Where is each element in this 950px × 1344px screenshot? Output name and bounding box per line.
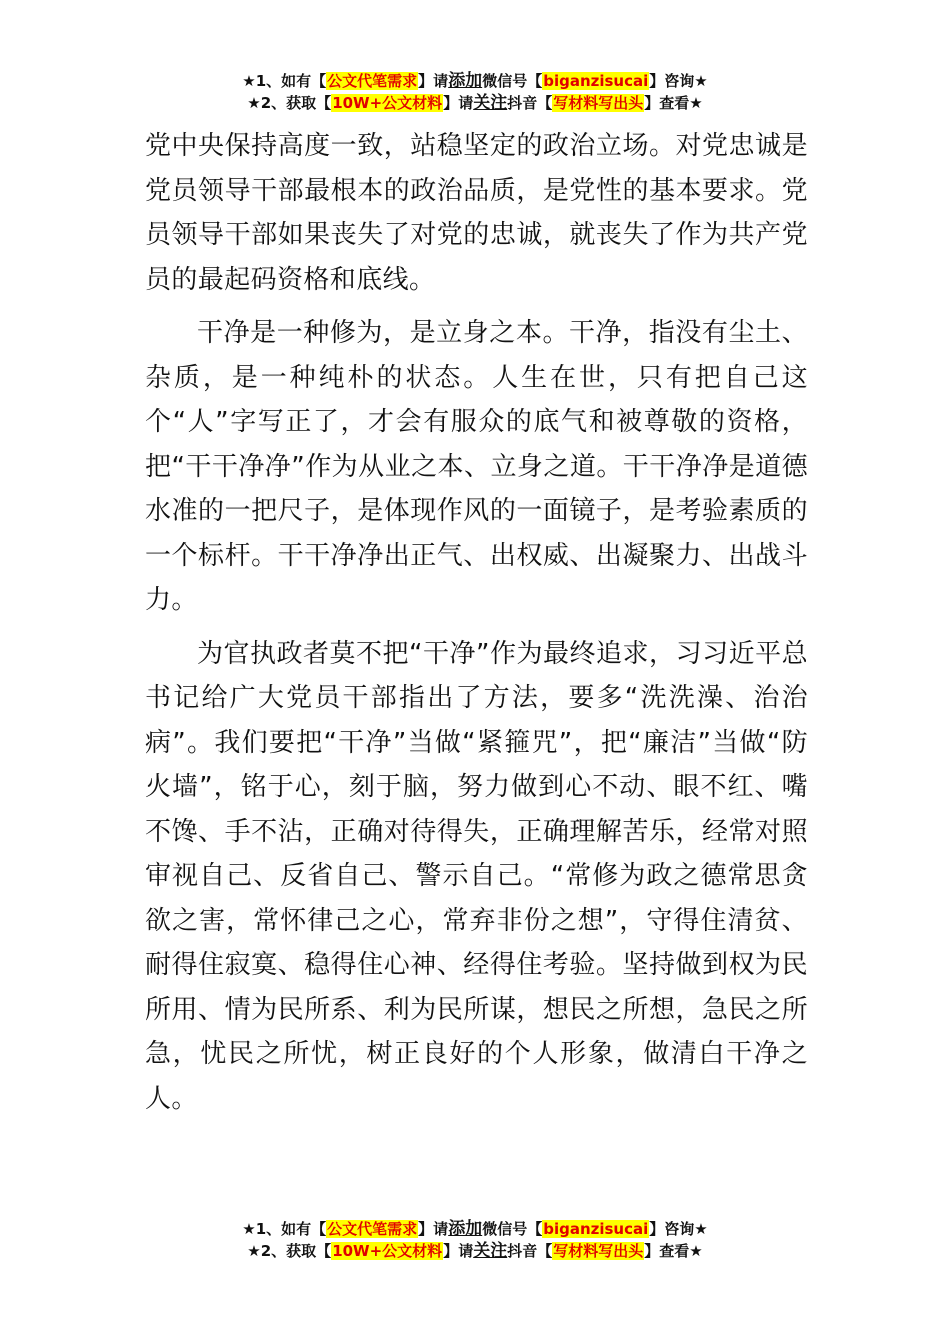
highlight-wechat-id[interactable]: biganzisucai xyxy=(543,72,649,90)
banner-text: 】请 xyxy=(443,94,474,112)
banner-text: 抖音【 xyxy=(507,94,553,112)
banner-text: 】请 xyxy=(418,1220,449,1238)
highlight-materials: 10W+公文材料 xyxy=(332,94,443,112)
banner-line-2 xyxy=(0,92,950,114)
banner-text: ★2、获取【 xyxy=(247,94,332,112)
banner-text: 抖音【 xyxy=(507,1242,553,1260)
paragraph: 党中央保持高度一致，站稳坚定的政治立场。对党忠诚是党员领导干部最根本的政治品质，是党性的基本要求。党员领导干部如果丧失了对党的忠诚，就丧失了作为共产党员的最起码资格和底线。 xyxy=(145,131,808,295)
highlight-wechat-id[interactable]: biganzisucai xyxy=(543,1220,649,1238)
document-body xyxy=(145,124,808,1121)
highlight-service: 公文代笔需求 xyxy=(327,1220,418,1238)
banner-line-1 xyxy=(0,70,950,92)
underlined-add: 添加 xyxy=(448,71,483,91)
banner-text: ★2、获取【 xyxy=(247,1242,332,1260)
banner-text: 】咨询★ xyxy=(649,1220,708,1238)
banner-line-2 xyxy=(0,1240,950,1262)
banner-text: 】咨询★ xyxy=(649,72,708,90)
highlight-douyin-account[interactable]: 写材料写出头 xyxy=(553,1242,644,1260)
banner-text: ★1、如有【 xyxy=(242,1220,327,1238)
footer-banner xyxy=(0,1218,950,1262)
banner-text: 】请 xyxy=(418,72,449,90)
highlight-materials: 10W+公文材料 xyxy=(332,1242,443,1260)
banner-text: 】查看★ xyxy=(644,94,703,112)
banner-text: ★1、如有【 xyxy=(242,72,327,90)
underlined-follow: 关注 xyxy=(473,93,508,113)
underlined-follow: 关注 xyxy=(473,1241,508,1261)
underlined-add: 添加 xyxy=(448,1219,483,1239)
banner-text: 微信号【 xyxy=(482,72,543,90)
banner-text: 微信号【 xyxy=(482,1220,543,1238)
banner-text: 】查看★ xyxy=(644,1242,703,1260)
banner-line-1 xyxy=(0,1218,950,1240)
highlight-douyin-account[interactable]: 写材料写出头 xyxy=(553,94,644,112)
paragraph: 为官执政者莫不把“干净”作为最终追求，习习近平总书记给广大党员干部指出了方法，要多“洗洗澡、治治病”。我们要把“干净”当做“紧箍咒”，把“廉洁”当做“防火墙”，铭于心，刻于脑，努力做到心不动、眼不红、嘴不馋、手不沾，正确对待得失，正确理解苦乐，经常对照审视自己、反省自己、警示自己。“常修为政之德常思贪欲之害，常怀律己之心，常弃非份之想”，守得住清贫、耐得住寂寞、稳得住心神、经得住考验。坚持做到权为民所用、情为民所系、利为民所谋，想民之所想，急民之所急，忧民之所忧，树正良好的个人形象，做清白干净之人。 xyxy=(145,638,808,1114)
paragraph: 干净是一种修为，是立身之本。干净，指没有尘土、杂质，是一种纯朴的状态。人生在世，只有把自己这个“人”字写正了，才会有服众的底气和被尊敬的资格，把“干干净净”作为从业之本、立身之道。干干净净是道德水准的一把尺子，是体现作风的一面镜子，是考验素质的一个标杆。干干净净出正气、出权威、出凝聚力、出战斗力。 xyxy=(145,318,808,615)
header-banner xyxy=(0,70,950,114)
highlight-service: 公文代笔需求 xyxy=(327,72,418,90)
banner-text: 】请 xyxy=(443,1242,474,1260)
